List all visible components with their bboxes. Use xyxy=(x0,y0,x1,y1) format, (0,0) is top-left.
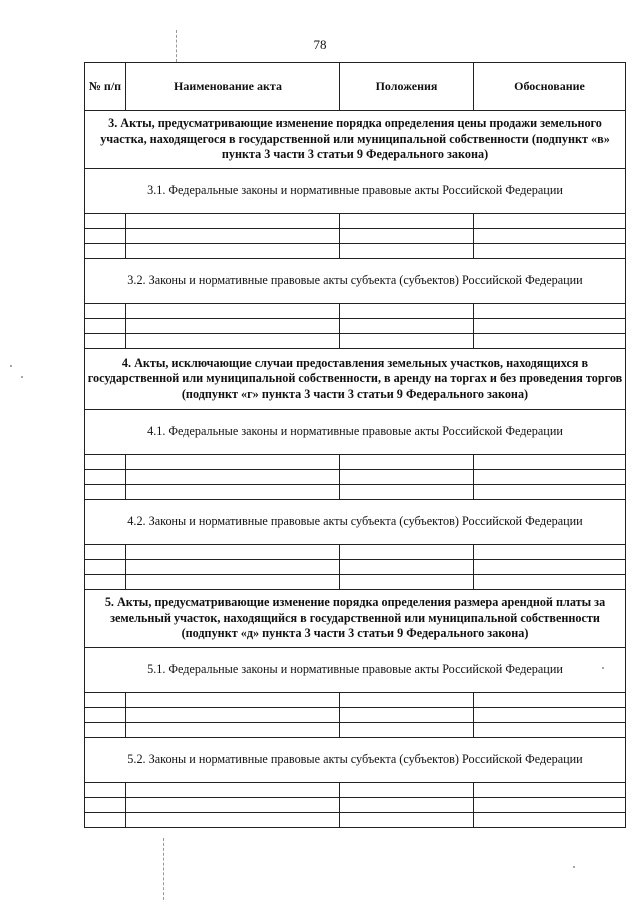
header-justification: Обоснование xyxy=(474,63,626,111)
section-3-title: 3. Акты, предусматривающие изменение порядка определения цены продажи земельного участка, находящегося в государственной или муниципальной собственности (подпункт «в» пункта 3 части 3 статьи 9 Федерального закона) xyxy=(85,111,626,169)
table-row xyxy=(85,798,626,813)
header-provisions: Положения xyxy=(340,63,474,111)
table-row xyxy=(85,560,626,575)
table-row xyxy=(85,708,626,723)
table-row xyxy=(85,693,626,708)
scan-speck xyxy=(21,376,23,378)
subsection-4-1-title: 4.1. Федеральные законы и нормативные правовые акты Российской Федерации xyxy=(85,410,626,455)
table-row xyxy=(85,319,626,334)
subsection-3-2-title: 3.2. Законы и нормативные правовые акты субъекта (субъектов) Российской Федерации xyxy=(85,259,626,304)
section-row xyxy=(85,590,626,648)
table-row xyxy=(85,334,626,349)
subsection-row xyxy=(85,259,626,304)
section-5-title: 5. Акты, предусматривающие изменение порядка определения размера арендной платы за земельный участок, находящийся в государственной или муниципальной собственности (подпункт «д» пункта 3 части 3 статьи 9 Федерального закона) xyxy=(85,590,626,648)
header-act-name: Наименование акта xyxy=(126,63,340,111)
scan-fold-line xyxy=(163,838,164,900)
table-row xyxy=(85,813,626,828)
scan-speck xyxy=(602,667,604,669)
acts-table xyxy=(84,62,626,828)
subsection-row xyxy=(85,738,626,783)
header-number: № п/п xyxy=(85,63,126,111)
table-row xyxy=(85,455,626,470)
subsection-4-2-title: 4.2. Законы и нормативные правовые акты субъекта (субъектов) Российской Федерации xyxy=(85,500,626,545)
subsection-row xyxy=(85,169,626,214)
subsection-row xyxy=(85,500,626,545)
table-row xyxy=(85,470,626,485)
page-number: 78 xyxy=(313,37,327,52)
subsection-5-1-title: 5.1. Федеральные законы и нормативные правовые акты Российской Федерации xyxy=(85,648,626,693)
table-row xyxy=(85,575,626,590)
section-row xyxy=(85,111,626,169)
subsection-5-2-title: 5.2. Законы и нормативные правовые акты субъекта (субъектов) Российской Федерации xyxy=(85,738,626,783)
table-row xyxy=(85,723,626,738)
subsection-row xyxy=(85,410,626,455)
scan-speck xyxy=(10,365,12,367)
table-row xyxy=(85,783,626,798)
scan-fold-line xyxy=(176,30,177,62)
table-row xyxy=(85,485,626,500)
subsection-row xyxy=(85,648,626,693)
section-4-title: 4. Акты, исключающие случаи предоставления земельных участков, находящихся в государственной или муниципальной собственности, в аренду на торгах и без проведения торгов (подпункт «г» пункта 3 части 3 статьи 9 Федерального закона) xyxy=(85,349,626,410)
table-row xyxy=(85,304,626,319)
subsection-3-1-title: 3.1. Федеральные законы и нормативные правовые акты Российской Федерации xyxy=(85,169,626,214)
scan-speck xyxy=(573,866,575,868)
table-row xyxy=(85,214,626,229)
table-header-row xyxy=(85,63,626,111)
table-row xyxy=(85,244,626,259)
table-row xyxy=(85,545,626,560)
table-row xyxy=(85,229,626,244)
section-row xyxy=(85,349,626,410)
